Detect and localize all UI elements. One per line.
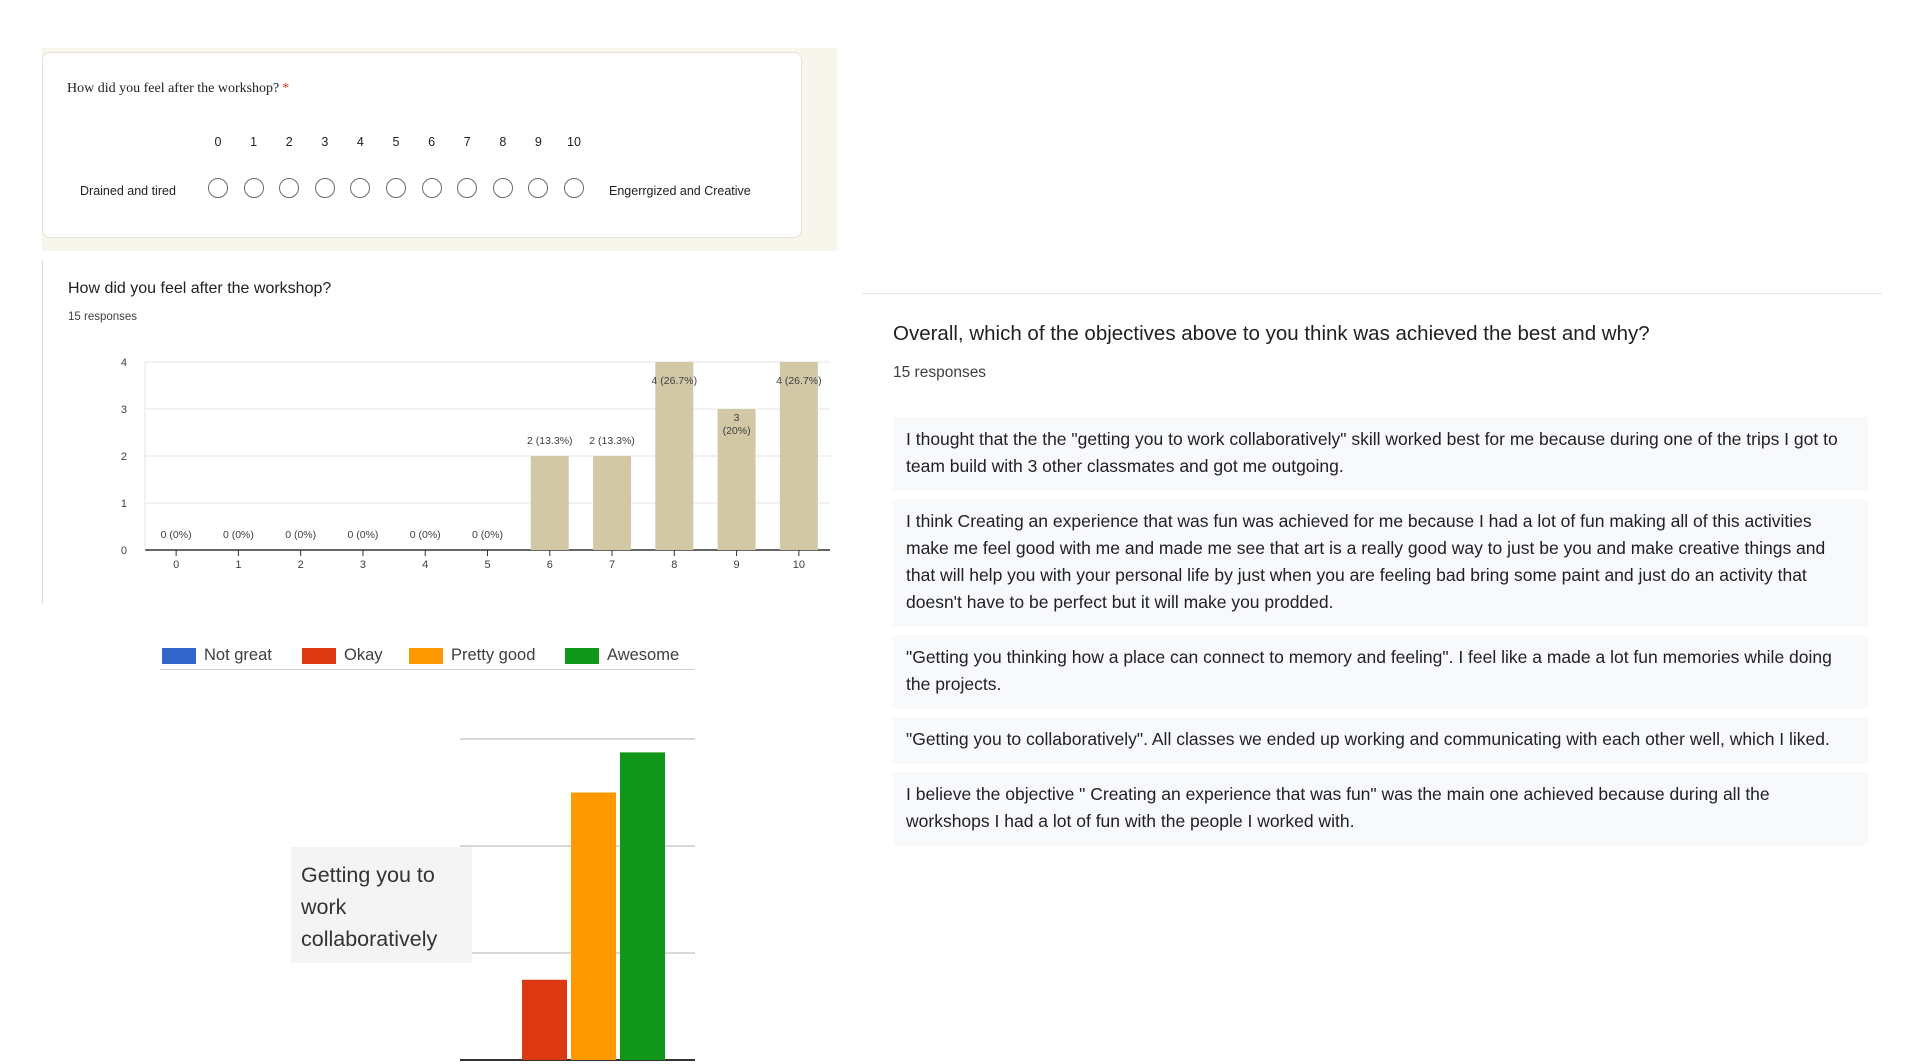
x-tick-label: 3	[359, 559, 367, 571]
legend-swatch	[565, 648, 599, 664]
x-tick-label: 8	[671, 559, 678, 571]
scale-radio-2[interactable]	[279, 178, 299, 198]
response-item: I think Creating an experience that was fun was achieved for me because I had a lot of fun making all of this activities make me feel good with me and made me see that art is a really good way to just be you and make creative things and that will help you with your personal life by just when you are feeling bad bring some paint and just do an activity that doesn't have to be perfect but it will make you prodded.	[893, 499, 1868, 627]
legend-label: Pretty good	[451, 646, 536, 664]
x-tick-label: 6	[546, 559, 553, 571]
data-label: 0 (0%)	[160, 529, 192, 541]
legend-label: Okay	[344, 646, 383, 664]
question-text: How did you feel after the workshop?	[67, 81, 280, 96]
scale-number: 6	[428, 135, 436, 149]
legend-swatch	[162, 648, 196, 664]
scale-number: 1	[250, 135, 258, 149]
form-question-title	[67, 81, 289, 97]
bar	[593, 456, 631, 550]
data-label: (20%)	[722, 425, 751, 437]
data-label: 3	[733, 412, 740, 424]
scale-number: 5	[392, 135, 400, 149]
responses-list	[893, 417, 1868, 854]
panel-divider	[862, 293, 1882, 294]
scale-radio-7[interactable]	[457, 178, 477, 198]
bar	[531, 456, 569, 550]
x-tick-label: 2	[297, 559, 304, 571]
bar	[655, 362, 693, 550]
responses-count: 15 responses	[893, 364, 987, 381]
data-label: 4 (26.7%)	[651, 375, 698, 387]
y-tick-label: 4	[120, 357, 127, 369]
response-item: I thought that the the "getting you to work collaboratively" skill worked best for me because during one of the trips I got to team build with 3 other classmates and got me outgoing.	[893, 417, 1868, 491]
scale-radio-4[interactable]	[350, 178, 370, 198]
legend-swatch	[302, 648, 336, 664]
summary-response-count: 15 responses	[68, 311, 138, 323]
bar	[780, 362, 818, 550]
scale-number: 4	[356, 135, 364, 149]
scale-number: 8	[499, 135, 507, 149]
scale-number: 9	[534, 135, 542, 149]
x-tick-label: 7	[608, 559, 616, 571]
legend-label: Not great	[204, 646, 272, 664]
legend-label: Awesome	[607, 646, 680, 664]
scale-number: 10	[567, 135, 581, 149]
bar-awesome	[620, 752, 665, 1060]
bar-pretty-good	[571, 793, 616, 1061]
x-tick-label: 10	[792, 559, 805, 571]
scale-radio-10[interactable]	[564, 178, 584, 198]
scale-radio-9[interactable]	[528, 178, 548, 198]
response-item: "Getting you to collaboratively". All classes we ended up working and communicating with each other well, which I liked.	[893, 717, 1868, 764]
scale-radio-8[interactable]	[493, 178, 513, 198]
y-tick-label: 1	[120, 498, 127, 510]
summary-card-border	[42, 260, 43, 604]
data-label: 0 (0%)	[222, 529, 254, 541]
data-label: 0 (0%)	[285, 529, 317, 541]
data-label: 0 (0%)	[347, 529, 379, 541]
form-question-panel	[42, 48, 837, 251]
feeling-bar-chart	[95, 350, 835, 575]
required-asterisk: *	[282, 81, 290, 96]
response-item: "Getting you thinking how a place can connect to memory and feeling". I feel like a made a lot fun memories while doing the projects.	[893, 635, 1868, 709]
scale-radio-5[interactable]	[386, 178, 406, 198]
data-label: 4 (26.7%)	[776, 375, 822, 387]
data-label: 2 (13.3%)	[527, 435, 573, 447]
y-tick-label: 2	[120, 451, 127, 463]
summary-title: How did you feel after the workshop?	[68, 280, 332, 297]
y-tick-label: 0	[120, 545, 127, 557]
data-label: 0 (0%)	[472, 529, 503, 541]
x-tick-label: 4	[422, 559, 429, 571]
collaboration-rating-chart	[460, 735, 700, 1064]
form-question-card	[42, 52, 802, 238]
x-tick-label: 1	[235, 559, 242, 571]
data-label: 2 (13.3%)	[589, 435, 635, 447]
scale-radio-6[interactable]	[422, 178, 442, 198]
chart-legend	[160, 642, 695, 670]
response-item: I believe the objective " Creating an experience that was fun" was the main one achieved because during all the workshops I had a lot of fun with the people I worked with.	[893, 772, 1868, 846]
scale-number: 3	[321, 135, 329, 149]
x-tick-label: 5	[484, 559, 491, 571]
legend-item	[565, 646, 679, 665]
y-tick-label: 3	[120, 404, 127, 416]
scale-low-label: Drained and tired	[80, 184, 176, 198]
legend-item	[302, 646, 383, 665]
legend-swatch	[409, 648, 443, 664]
scale-number: 2	[285, 135, 293, 149]
x-tick-label: 0	[173, 559, 180, 571]
chart-category-label: Getting you to work collaboratively	[291, 847, 472, 963]
scale-radio-1[interactable]	[244, 178, 264, 198]
responses-question-title: Overall, which of the objectives above to you think was achieved the best and why?	[893, 322, 1650, 345]
data-label: 0 (0%)	[409, 529, 441, 541]
scale-radio-3[interactable]	[315, 178, 335, 198]
scale-number: 7	[463, 135, 471, 149]
scale-number: 0	[214, 135, 222, 149]
scale-radio-0[interactable]	[208, 178, 228, 198]
bar-okay	[522, 980, 567, 1060]
x-tick-label: 9	[733, 559, 740, 571]
legend-item	[409, 646, 535, 665]
scale-high-label: Engerrgized and Creative	[609, 184, 751, 198]
legend-item	[162, 646, 272, 665]
